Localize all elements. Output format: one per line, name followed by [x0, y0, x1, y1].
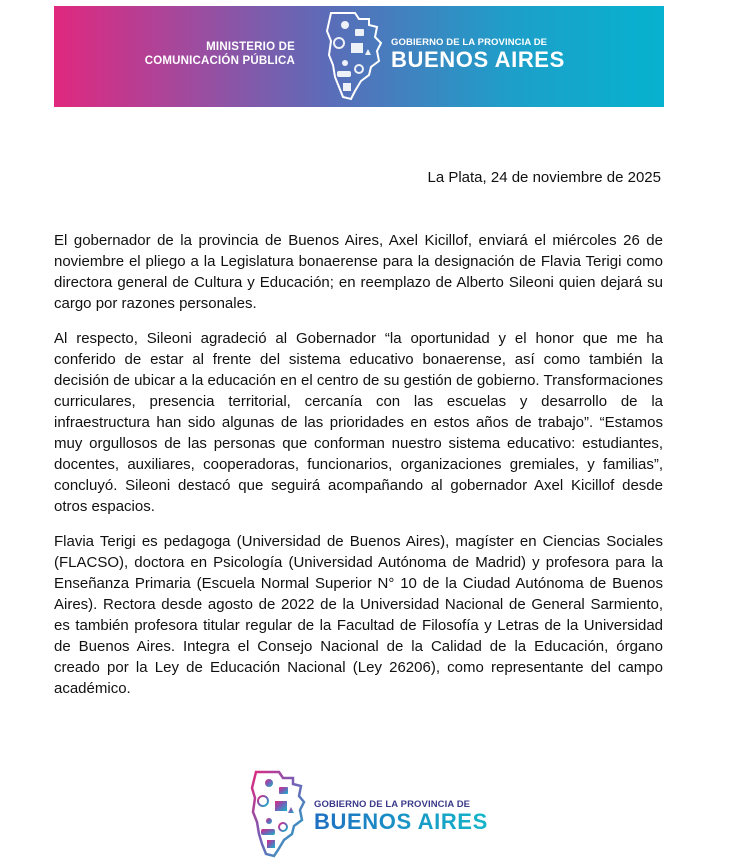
paragraph-1: El gobernador de la provincia de Buenos Aires, Axel Kicillof, enviará el miércoles 26 de noviembre el pliego a la Legislatura bonaerense para la designación de Flavia Terigi como directora general de Cultura y Educación; en reemplazo de Alberto Sileoni quien dejará su cargo por razones personales.: [54, 232, 663, 312]
header-banner: [54, 6, 664, 107]
document-date: La Plata, 24 de noviembre de 2025: [427, 169, 661, 186]
ministry-name: [145, 40, 295, 68]
footer-government-subtitle: GOBIERNO DE LA PROVINCIA DE: [314, 799, 471, 810]
province-map-icon: [250, 770, 306, 858]
document-body: [54, 230, 663, 713]
footer-government-wordmark: [314, 799, 488, 834]
ministry-line-2: COMUNICACIÓN PÚBLICA: [144, 55, 295, 67]
government-title: BUENOS AIRES: [391, 47, 565, 72]
government-wordmark: [391, 37, 565, 72]
government-subtitle: GOBIERNO DE LA PROVINCIA DE: [391, 37, 548, 48]
paragraph-3: Flavia Terigi es pedagoga (Universidad de Buenos Aires), magíster en Ciencias Sociales (FLACSO), doctora en Psicología (Universidad Autónoma de Madrid) y profesora para la Enseñanza Primaria (Escuela Normal Superior N° 10 de la Ciudad Autónoma de Buenos Aires). Rectora desde agosto de 2022 de la Universidad Nacional de General Sarmiento, es también profesora titular regular de la Facultad de Filosofía y Letras de la Universidad de Buenos Aires. Integra el Consejo Nacional de la Calidad de la Educación, órgano creado por la Ley de Educación Nacional (Ley 26206), como representante del campo académico.: [54, 533, 663, 697]
province-map-icon: [325, 11, 383, 101]
footer-logo: [250, 770, 488, 860]
paragraph-2: Al respecto, Sileoni agradeció al Gobernador “la oportunidad y el honor que me ha conferido de estar al frente del sistema educativo bonaerense, así como también la decisión de ubicar a la educación en el centro de su gestión de gobierno. Transformaciones curriculares, presencia territorial, cercanía con las escuelas y desarrollo de la infraestructura han sido algunas de las prioridades en estos años de trabajo”. “Estamos muy orgullosos de las personas que conforman nuestro sistema educativo: estudiantes, docentes, auxiliares, cooperadoras, funcionarios, organizaciones gremiales, y familias”, concluyó. Sileoni destacó que seguirá acompañando al gobernador Axel Kicillof desde otros espacios.: [54, 330, 663, 515]
ministry-line-1: MINISTERIO DE: [206, 41, 295, 53]
footer-government-title: BUENOS AIRES: [314, 809, 488, 834]
